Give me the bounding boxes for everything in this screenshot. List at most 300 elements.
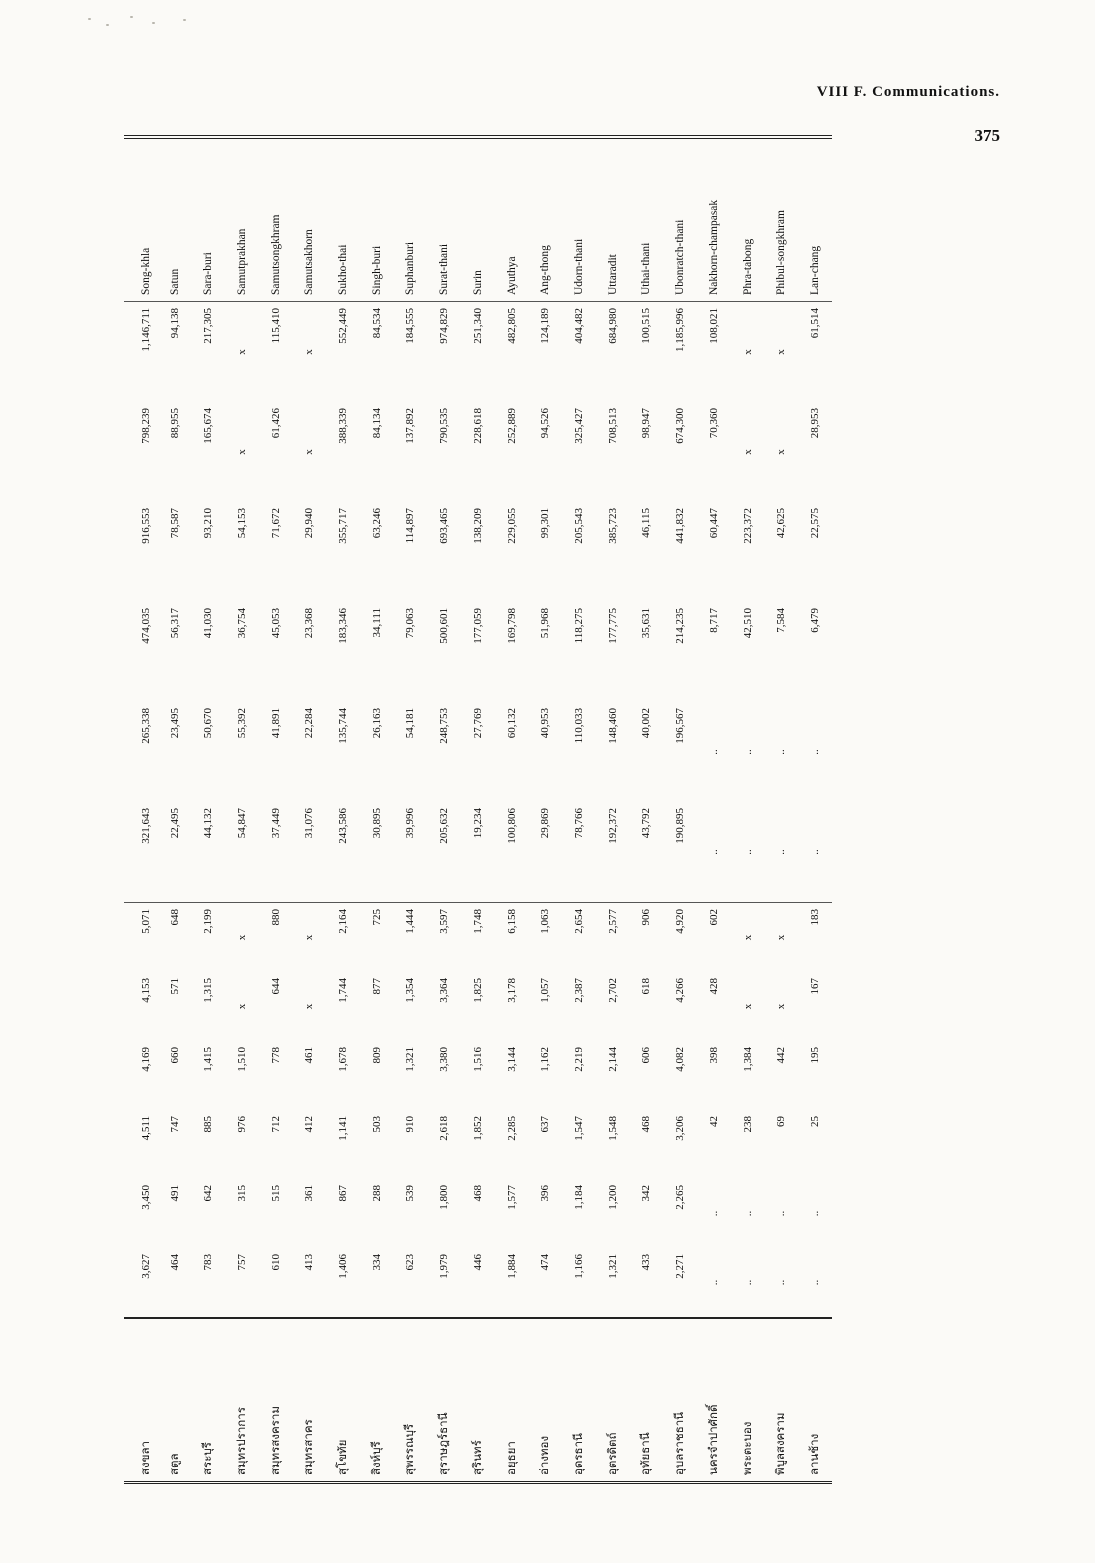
- value-cell-c7: 31,076: [303, 808, 316, 839]
- value-cell-c2: 515: [269, 1185, 282, 1202]
- value-cell-c10: 223,372: [741, 508, 754, 544]
- value-cell-c2: 642: [202, 1185, 215, 1202]
- value-cell-c7: 243,586: [337, 808, 350, 844]
- rotated-table-container: [124, 180, 832, 1484]
- value-cell-c6: 1,444: [394, 903, 428, 973]
- value-cell-c5: x: [303, 1003, 316, 1010]
- value-cell-c11: 98,947: [640, 408, 653, 439]
- value-cell-c2: 1,184: [572, 1185, 585, 1210]
- value-cell-c3: 1,852: [471, 1116, 484, 1141]
- value-cell-c4: 195: [809, 1047, 822, 1064]
- thai-province-name: สระบุรี: [191, 1318, 225, 1483]
- value-cell-c6: 3,597: [427, 903, 461, 973]
- value-cell-c2: 1,800: [438, 1185, 451, 1210]
- table-body: [124, 137, 832, 1483]
- value-cell-c3: 3,206: [674, 1116, 687, 1141]
- value-cell-c10: 29,940: [303, 508, 316, 539]
- value-cell-c9: 177,059: [471, 608, 484, 644]
- value-cell-c6: 2,199: [191, 903, 225, 973]
- thai-province-name: นครจำปาศักดิ์: [697, 1318, 731, 1483]
- value-cell-c7: ..: [741, 849, 754, 855]
- value-cell-c9: 36,754: [235, 608, 248, 639]
- english-province-name: Lan-chang: [798, 137, 832, 302]
- value-cell-c12: 115,410: [269, 308, 282, 344]
- thai-province-name: สุโขทัย: [326, 1318, 360, 1483]
- thai-province-name: สตูล: [158, 1318, 192, 1483]
- english-province-name: Satun: [158, 137, 192, 302]
- value-cell-c8: 55,392: [235, 708, 248, 739]
- value-cell-c11: 165,674: [202, 408, 215, 444]
- value-cell-c10: 46,115: [640, 508, 653, 538]
- value-cell-c12: x: [235, 349, 248, 355]
- value-cell-c5: x: [235, 1003, 248, 1010]
- value-cell-c4: 3,380: [438, 1047, 451, 1072]
- english-province-name: Phra-tabong: [731, 137, 765, 302]
- thai-province-name: อุทัยธานี: [630, 1318, 664, 1483]
- value-cell-c1: 433: [640, 1254, 653, 1271]
- value-cell-c8: 27,769: [471, 708, 484, 739]
- value-cell-c12: 251,340: [471, 308, 484, 344]
- table-row: [360, 137, 394, 1483]
- value-cell-c6: x: [764, 903, 798, 973]
- value-cell-c1: ..: [775, 1279, 788, 1286]
- value-cell-c7: 78,766: [572, 808, 585, 839]
- value-cell-c7: 100,806: [505, 808, 518, 844]
- value-cell-c8: 196,567: [674, 708, 687, 744]
- english-province-name: Surin: [461, 137, 495, 302]
- value-cell-c9: 118,275: [572, 608, 585, 644]
- value-cell-c2: ..: [707, 1210, 720, 1217]
- value-cell-c3: 747: [168, 1116, 181, 1133]
- value-cell-c8: 23,495: [168, 708, 181, 739]
- value-cell-c10: 78,587: [168, 508, 181, 539]
- value-cell-c1: 610: [269, 1254, 282, 1271]
- value-cell-c1: ..: [741, 1279, 754, 1286]
- value-cell-c4: 4,082: [674, 1047, 687, 1072]
- english-province-name: Ang-thong: [528, 137, 562, 302]
- value-cell-c11: x: [741, 449, 754, 455]
- table-row: [764, 137, 798, 1483]
- value-cell-c5: 1,057: [539, 978, 552, 1003]
- value-cell-c8: 248,753: [438, 708, 451, 744]
- value-cell-c5: 4,266: [674, 978, 687, 1003]
- value-cell-c6: 602: [697, 903, 731, 973]
- value-cell-c3: 1,547: [572, 1116, 585, 1141]
- value-cell-c12: 108,021: [707, 308, 720, 344]
- english-province-name: Sukho-thai: [326, 137, 360, 302]
- value-cell-c2: ..: [775, 1210, 788, 1217]
- value-cell-c11: 325,427: [572, 408, 585, 444]
- value-cell-c2: 361: [303, 1185, 316, 1202]
- value-cell-c2: ..: [741, 1210, 754, 1217]
- value-cell-c11: 61,426: [269, 408, 282, 439]
- value-cell-c6: 2,654: [562, 903, 596, 973]
- thai-province-name: สุราษฎร์ธานี: [427, 1318, 461, 1483]
- english-province-name: Udorn-thani: [562, 137, 596, 302]
- value-cell-c2: 2,265: [674, 1185, 687, 1210]
- value-cell-c4: 1,510: [235, 1047, 248, 1072]
- value-cell-c1: 783: [202, 1254, 215, 1271]
- value-cell-c6: 1,063: [528, 903, 562, 973]
- value-cell-c9: 34,111: [370, 608, 383, 638]
- table-row: [293, 137, 327, 1483]
- thai-province-name: สิงห์บุรี: [360, 1318, 394, 1483]
- value-cell-c8: 60,132: [505, 708, 518, 739]
- value-cell-c1: 623: [404, 1254, 417, 1271]
- value-cell-c3: 25: [809, 1116, 822, 1127]
- value-cell-c2: 3,450: [139, 1185, 152, 1210]
- value-cell-c7: 29,869: [539, 808, 552, 839]
- value-cell-c12: 184,555: [404, 308, 417, 344]
- value-cell-c9: 169,798: [505, 608, 518, 644]
- value-cell-c9: 6,479: [809, 608, 822, 633]
- value-cell-c4: 442: [775, 1047, 788, 1064]
- value-cell-c8: 148,460: [606, 708, 619, 744]
- value-cell-c9: 474,035: [139, 608, 152, 644]
- thai-province-name: สมุทรสาคร: [293, 1318, 327, 1483]
- value-cell-c9: 45,053: [269, 608, 282, 639]
- value-cell-c12: 124,189: [539, 308, 552, 344]
- value-cell-c10: 22,575: [809, 508, 822, 539]
- value-cell-c2: 342: [640, 1185, 653, 1202]
- value-cell-c9: 51,968: [539, 608, 552, 639]
- value-cell-c9: 500,601: [438, 608, 451, 644]
- value-cell-c5: 1,354: [404, 978, 417, 1003]
- value-cell-c1: 446: [471, 1254, 484, 1271]
- value-cell-c8: 265,338: [139, 708, 152, 744]
- thai-province-name: ลานช้าง: [798, 1318, 832, 1483]
- value-cell-c8: ..: [775, 749, 788, 755]
- table-row: [394, 137, 428, 1483]
- value-cell-c9: 7,584: [775, 608, 788, 633]
- thai-province-name: สุพรรณบุรี: [394, 1318, 428, 1483]
- value-cell-c6: 2,577: [596, 903, 630, 973]
- value-cell-c7: 30,895: [370, 808, 383, 839]
- value-cell-c2: 491: [168, 1185, 181, 1202]
- value-cell-c1: 3,627: [139, 1254, 152, 1279]
- english-province-name: Suphanburi: [394, 137, 428, 302]
- value-cell-c8: 54,181: [404, 708, 417, 739]
- value-cell-c2: 288: [370, 1185, 383, 1202]
- value-cell-c6: 725: [360, 903, 394, 973]
- value-cell-c8: ..: [809, 749, 822, 755]
- value-cell-c1: 1,406: [337, 1254, 350, 1279]
- table-row: [731, 137, 765, 1483]
- value-cell-c11: 798,239: [139, 408, 152, 444]
- value-cell-c8: 135,744: [337, 708, 350, 744]
- value-cell-c7: 54,847: [235, 808, 248, 839]
- value-cell-c7: 39,996: [404, 808, 417, 839]
- value-cell-c5: 618: [640, 978, 653, 995]
- value-cell-c11: 388,339: [337, 408, 350, 444]
- value-cell-c2: 315: [235, 1185, 248, 1202]
- section-heading: VIII F. Communications.: [816, 84, 1000, 100]
- value-cell-c10: 60,447: [707, 508, 720, 539]
- table-row: [427, 137, 461, 1483]
- value-cell-c10: 385,723: [606, 508, 619, 544]
- value-cell-c4: 1,321: [404, 1047, 417, 1072]
- value-cell-c5: 2,387: [572, 978, 585, 1003]
- value-cell-c11: 228,618: [471, 408, 484, 444]
- value-cell-c5: x: [741, 1003, 754, 1010]
- value-cell-c8: 41,891: [269, 708, 282, 739]
- english-province-name: Sara-buri: [191, 137, 225, 302]
- value-cell-c2: 468: [471, 1185, 484, 1202]
- value-cell-c2: 1,577: [505, 1185, 518, 1210]
- value-cell-c4: 1,162: [539, 1047, 552, 1072]
- value-cell-c3: 2,618: [438, 1116, 451, 1141]
- value-cell-c11: x: [775, 449, 788, 455]
- value-cell-c6: 2,164: [326, 903, 360, 973]
- value-cell-c8: ..: [741, 749, 754, 755]
- value-cell-c3: 2,285: [505, 1116, 518, 1141]
- value-cell-c12: 482,805: [505, 308, 518, 344]
- value-cell-c8: 26,163: [370, 708, 383, 739]
- value-cell-c11: x: [303, 449, 316, 455]
- value-cell-c5: 1,825: [471, 978, 484, 1003]
- thai-province-name: อยุธยา: [495, 1318, 529, 1483]
- value-cell-c4: 461: [303, 1047, 316, 1064]
- speck: [88, 18, 91, 20]
- value-cell-c7: 190,895: [674, 808, 687, 844]
- value-cell-c12: 974,829: [438, 308, 451, 344]
- value-cell-c12: 61,514: [809, 308, 822, 339]
- value-cell-c5: 644: [269, 978, 282, 995]
- value-cell-c11: 708,513: [606, 408, 619, 444]
- speck: [106, 24, 109, 26]
- value-cell-c12: 84,534: [370, 308, 383, 339]
- value-cell-c3: 885: [202, 1116, 215, 1133]
- value-cell-c10: 441,832: [674, 508, 687, 544]
- value-cell-c10: 916,553: [139, 508, 152, 544]
- value-cell-c5: 1,744: [337, 978, 350, 1003]
- value-cell-c6: 183: [798, 903, 832, 973]
- value-cell-c4: 3,144: [505, 1047, 518, 1072]
- table-row: [697, 137, 731, 1483]
- value-cell-c4: 2,144: [606, 1047, 619, 1072]
- speck: [152, 22, 155, 24]
- value-cell-c4: 606: [640, 1047, 653, 1064]
- value-cell-c3: 238: [741, 1116, 754, 1133]
- english-province-name: Uthai-thani: [630, 137, 664, 302]
- thai-province-name: พระตะบอง: [731, 1318, 765, 1483]
- value-cell-c1: 1,166: [572, 1254, 585, 1279]
- value-cell-c5: x: [775, 1003, 788, 1010]
- value-cell-c3: 1,141: [337, 1116, 350, 1141]
- value-cell-c7: 192,372: [606, 808, 619, 844]
- value-cell-c10: 63,246: [370, 508, 383, 539]
- value-cell-c7: 22,495: [168, 808, 181, 839]
- value-cell-c2: 1,200: [606, 1185, 619, 1210]
- table-row: [596, 137, 630, 1483]
- value-cell-c5: 3,178: [505, 978, 518, 1003]
- value-cell-c6: 880: [259, 903, 293, 973]
- value-cell-c9: 23,368: [303, 608, 316, 639]
- value-cell-c12: x: [303, 349, 316, 355]
- english-province-name: Ubonratch-thani: [663, 137, 697, 302]
- value-cell-c11: 252,889: [505, 408, 518, 444]
- value-cell-c3: 712: [269, 1116, 282, 1133]
- value-cell-c4: 1,415: [202, 1047, 215, 1072]
- value-cell-c9: 42,510: [741, 608, 754, 639]
- english-province-name: Samutprakhan: [225, 137, 259, 302]
- value-cell-c7: ..: [809, 849, 822, 855]
- value-cell-c12: x: [741, 349, 754, 355]
- table-row: [562, 137, 596, 1483]
- value-cell-c9: 8,717: [707, 608, 720, 633]
- value-cell-c8: 22,284: [303, 708, 316, 739]
- value-cell-c9: 56,317: [168, 608, 181, 639]
- value-cell-c6: x: [225, 903, 259, 973]
- thai-province-name: อุตรดิตถ์: [596, 1318, 630, 1483]
- value-cell-c10: 42,625: [775, 508, 788, 539]
- value-cell-c5: 571: [168, 978, 181, 995]
- value-cell-c6: x: [731, 903, 765, 973]
- value-cell-c10: 99,301: [539, 508, 552, 539]
- value-cell-c7: 43,792: [640, 808, 653, 839]
- value-cell-c10: 71,672: [269, 508, 282, 539]
- value-cell-c5: 3,364: [438, 978, 451, 1003]
- value-cell-c4: 398: [707, 1047, 720, 1064]
- english-province-name: Phibul-songkhram: [764, 137, 798, 302]
- value-cell-c3: 637: [539, 1116, 552, 1133]
- thai-province-name: อุดรธานี: [562, 1318, 596, 1483]
- value-cell-c2: 867: [337, 1185, 350, 1202]
- value-cell-c12: 404,482: [572, 308, 585, 344]
- value-cell-c4: 778: [269, 1047, 282, 1064]
- value-cell-c9: 79,063: [404, 608, 417, 639]
- value-cell-c5: 167: [809, 978, 822, 995]
- thai-province-name: สงขลา: [124, 1318, 158, 1483]
- value-cell-c6: x: [293, 903, 327, 973]
- value-cell-c1: 757: [235, 1254, 248, 1271]
- value-cell-c9: 214,235: [674, 608, 687, 644]
- value-cell-c4: 809: [370, 1047, 383, 1064]
- value-cell-c1: 334: [370, 1254, 383, 1271]
- value-cell-c3: 69: [775, 1116, 788, 1127]
- value-cell-c6: 648: [158, 903, 192, 973]
- value-cell-c3: 468: [640, 1116, 653, 1133]
- value-cell-c11: 84,134: [370, 408, 383, 439]
- value-cell-c4: 660: [168, 1047, 181, 1064]
- value-cell-c11: 28,953: [809, 408, 822, 439]
- value-cell-c4: 1,516: [471, 1047, 484, 1072]
- value-cell-c10: 138,209: [471, 508, 484, 544]
- table-row: [191, 137, 225, 1483]
- value-cell-c1: 1,884: [505, 1254, 518, 1279]
- value-cell-c5: 1,315: [202, 978, 215, 1003]
- value-cell-c10: 54,153: [235, 508, 248, 539]
- value-cell-c5: 877: [370, 978, 383, 995]
- value-cell-c3: 42: [707, 1116, 720, 1127]
- thai-province-name: อุบลราชธานี: [663, 1318, 697, 1483]
- value-cell-c8: 50,670: [202, 708, 215, 739]
- value-cell-c11: 94,526: [539, 408, 552, 439]
- value-cell-c10: 114,897: [404, 508, 417, 544]
- value-cell-c1: 2,271: [674, 1254, 687, 1279]
- value-cell-c1: 1,321: [606, 1254, 619, 1279]
- value-cell-c11: 790,535: [438, 408, 451, 444]
- table-row: [326, 137, 360, 1483]
- value-cell-c1: ..: [809, 1279, 822, 1286]
- thai-province-name: อ่างทอง: [528, 1318, 562, 1483]
- value-cell-c7: 44,132: [202, 808, 215, 839]
- value-cell-c5: 4,153: [139, 978, 152, 1003]
- value-cell-c2: 396: [539, 1185, 552, 1202]
- value-cell-c6: 4,920: [663, 903, 697, 973]
- value-cell-c10: 205,543: [572, 508, 585, 544]
- english-province-name: Nakhorn-champasak: [697, 137, 731, 302]
- english-province-name: Samutsongkhram: [259, 137, 293, 302]
- value-cell-c7: ..: [775, 849, 788, 855]
- value-cell-c10: 355,717: [337, 508, 350, 544]
- value-cell-c12: 100,515: [640, 308, 653, 344]
- value-cell-c3: 910: [404, 1116, 417, 1133]
- value-cell-c12: 552,449: [337, 308, 350, 344]
- value-cell-c7: ..: [707, 849, 720, 855]
- value-cell-c7: 37,449: [269, 808, 282, 839]
- value-cell-c12: 1,185,996: [674, 308, 687, 352]
- value-cell-c5: 428: [707, 978, 720, 995]
- value-cell-c11: x: [235, 449, 248, 455]
- speck: [183, 19, 186, 21]
- english-province-name: Song-khla: [124, 137, 158, 302]
- value-cell-c10: 229,055: [505, 508, 518, 544]
- value-cell-c3: 503: [370, 1116, 383, 1133]
- value-cell-c5: 2,702: [606, 978, 619, 1003]
- thai-province-name: สมุทรสงคราม: [259, 1318, 293, 1483]
- value-cell-c6: 5,071: [124, 903, 158, 973]
- scan-specks: [88, 14, 208, 34]
- thai-province-name: สมุทรปราการ: [225, 1318, 259, 1483]
- value-cell-c7: 321,643: [139, 808, 152, 844]
- table-row: [495, 137, 529, 1483]
- value-cell-c11: 88,955: [168, 408, 181, 439]
- value-cell-c2: ..: [809, 1210, 822, 1217]
- value-cell-c1: 464: [168, 1254, 181, 1271]
- value-cell-c10: 93,210: [202, 508, 215, 539]
- value-cell-c2: 539: [404, 1185, 417, 1202]
- value-cell-c7: 19,234: [471, 808, 484, 839]
- value-cell-c10: 693,465: [438, 508, 451, 544]
- value-cell-c3: 4,511: [139, 1116, 152, 1141]
- value-cell-c1: ..: [707, 1279, 720, 1286]
- value-cell-c6: 906: [630, 903, 664, 973]
- table-row: [124, 137, 158, 1483]
- value-cell-c12: 94,138: [168, 308, 181, 339]
- value-cell-c8: 110,033: [572, 708, 585, 744]
- english-province-name: Samutsakhorn: [293, 137, 327, 302]
- table-row: [259, 137, 293, 1483]
- thai-province-name: พิบูลสงคราม: [764, 1318, 798, 1483]
- value-cell-c7: 205,632: [438, 808, 451, 844]
- value-cell-c12: 217,305: [202, 308, 215, 344]
- english-province-name: Surat-thani: [427, 137, 461, 302]
- value-cell-c4: 1,678: [337, 1047, 350, 1072]
- page-number: 375: [974, 126, 1000, 145]
- value-cell-c11: 137,892: [404, 408, 417, 444]
- value-cell-c9: 183,346: [337, 608, 350, 644]
- value-cell-c4: 1,384: [741, 1047, 754, 1072]
- thai-province-name: สุรินทร์: [461, 1318, 495, 1483]
- speck: [130, 16, 133, 18]
- value-cell-c1: 1,979: [438, 1254, 451, 1279]
- value-cell-c12: 684,980: [606, 308, 619, 344]
- value-cell-c3: 1,548: [606, 1116, 619, 1141]
- value-cell-c9: 41,030: [202, 608, 215, 639]
- english-province-name: Ayuthya: [495, 137, 529, 302]
- value-cell-c8: 40,953: [539, 708, 552, 739]
